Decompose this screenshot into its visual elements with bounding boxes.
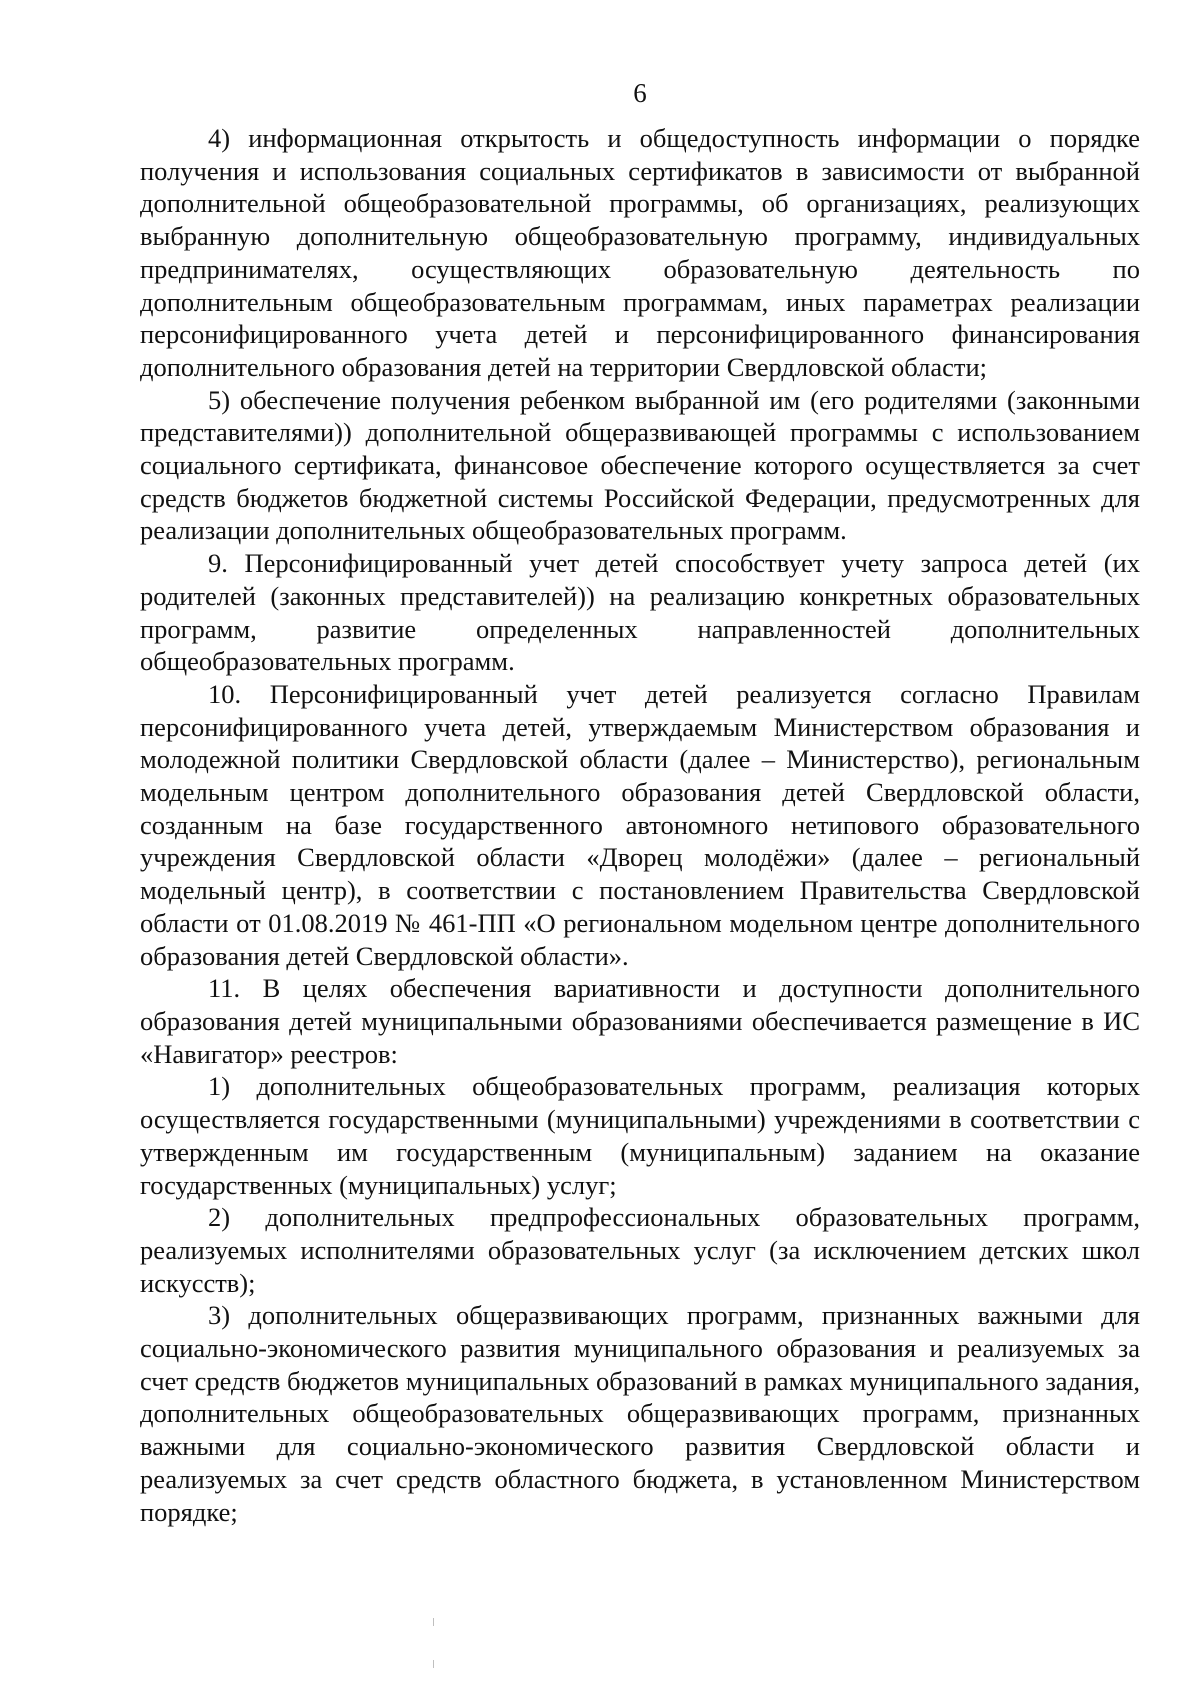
paragraph-item-4: 4) информационная открытость и общедоступность информации о порядке получения и использования социальных сертификатов в зависимости от выбранной дополнительной общеобразовательной программы, об организациях, реализующих выбранную дополнительную общеобразовательную программу, индивидуальных предпринимателях, осуществляющих образовательную деятельность по дополнительным общеобразовательным программам, иных параметрах реализации персонифицированного учета детей и персонифицированного финансирования дополнительного образования детей на территории Свердловской области; (140, 123, 1140, 382)
paragraph-subitem-3: 3) дополнительных общеразвивающих программ, признанных важными для социально-экономического развития муниципального образования и реализуемых за счет средств бюджетов муниципальных образований в рамках муниципального задания, дополнительных общеобразовательных общеразвивающих программ, признанных важными для социально-экономического развития Свердловской области и реализуемых за счет средств областного бюджета, в установленном Министерством порядке; (140, 1300, 1140, 1527)
paragraph-subitem-2: 2) дополнительных предпрофессиональных образовательных программ, реализуемых исполнителями образовательных услуг (за исключением детских школ искусств); (140, 1202, 1140, 1298)
scan-artifact-mark (433, 1660, 434, 1668)
paragraph-item-5: 5) обеспечение получения ребенком выбранной им (его родителями (законными представителями)) дополнительной общеразвивающей программы с использованием социального сертификата, финансовое обеспечение которого осуществляется за счет средств бюджетов бюджетной системы Российской Федерации, предусмотренных для реализации дополнительных общеобразовательных программ. (140, 384, 1140, 546)
paragraph-clause-9: 9. Персонифицированный учет детей способствует учету запроса детей (их родителей (законных представителей)) на реализацию конкретных образовательных программ, развитие определенных направленностей дополнительных общеобразовательных программ. (140, 548, 1140, 677)
scan-artifact-mark (433, 1618, 434, 1626)
paragraph-clause-10: 10. Персонифицированный учет детей реализуется согласно Правилам персонифицированного учета детей, утверждаемым Министерством образования и молодежной политики Свердловской области (далее – Министерство), региональным модельным центром дополнительного образования детей Свердловской области, созданным на базе государственного автономного нетипового образовательного учреждения Свердловской области «Дворец молодёжи» (далее – региональный модельный центр), в соответствии с постановлением Правительства Свердловской области от 01.08.2019 № 461-ПП «О региональном модельном центре дополнительного образования детей Свердловской области». (140, 678, 1140, 971)
paragraph-subitem-1: 1) дополнительных общеобразовательных программ, реализация которых осуществляется государственными (муниципальными) учреждениями в соответствии с утвержденным им государственным (муниципальным) заданием на оказание государственных (муниципальных) услуг; (140, 1071, 1140, 1200)
page-number: 6 (633, 78, 647, 108)
paragraph-clause-11: 11. В целях обеспечения вариативности и доступности дополнительного образования детей муниципальными образованиями обеспечивается размещение в ИС «Навигатор» реестров: (140, 973, 1140, 1069)
document-body (140, 122, 1140, 1528)
